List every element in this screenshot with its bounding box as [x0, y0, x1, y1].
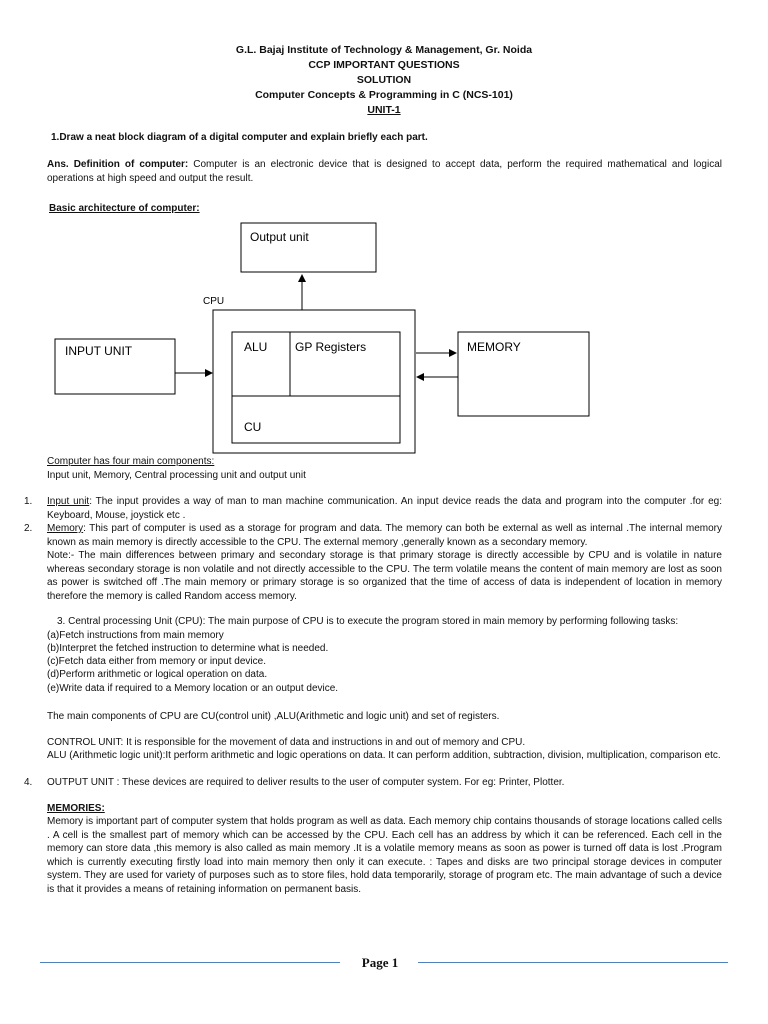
- cpu-task-c: (c)Fetch data either from memory or input device.: [47, 656, 266, 667]
- cpu-task-e: (e)Write data if required to a Memory location or an output device.: [47, 683, 339, 694]
- memory-term: Memory: [47, 523, 84, 534]
- answer-definition: [47, 158, 722, 185]
- gp-registers-label: GP Registers: [295, 340, 367, 354]
- cu-label: CU: [244, 420, 262, 434]
- item-1-number: 1.: [24, 496, 33, 507]
- cpu-task-a: (a)Fetch instructions from main memory: [47, 630, 224, 641]
- course-title: Computer Concepts & Programming in C (NCS-101): [255, 89, 513, 101]
- input-unit-label: INPUT UNIT: [65, 344, 133, 358]
- memories-text: Memory is important part of computer system that holds program as well as data. Each memory chip contains thousands of storage locations called cells . A cell is the smallest part of memory which can be accessed by the CPU. Each cell has an address by which it can be referenced. Each cell in the memory can store data ,this memory is also called as main memory .It is a volatile memory means as soon as power is turned off data is lost .Program which is currently executing firstly load into main memory then only it can execute. : Tapes and disks are two principal storage devices in computer system. They are used for variety of purposes such as to store files, hold data temporarily, storage of program etc. The main advantage of such a device is that it provides a means of retaining information on permanent basis.: [47, 816, 722, 895]
- footer-rule-right: [418, 962, 728, 963]
- page-number: Page 1: [361, 955, 399, 970]
- components-heading: Computer has four main components:: [47, 456, 215, 467]
- item-2-number: 2.: [24, 523, 33, 534]
- computer-block-diagram: [0, 218, 768, 458]
- header-solution: SOLUTION: [356, 74, 412, 86]
- cpu-label: CPU: [203, 296, 225, 307]
- input-unit-text: : The input provides a way of man to man machine communication. An input device reads the data and program into the computer .for eg: Keyboard, Mouse, joystick etc .: [47, 496, 722, 521]
- item-memory: [47, 522, 722, 549]
- unit-title: [0, 104, 768, 116]
- answer-text: Computer is an electronic device that is designed to accept data, perform the required mathematical and logical operations at high speed and output the result.: [47, 159, 722, 184]
- institute-name: G.L. Bajaj Institute of Technology & Management, Gr. Noida: [235, 44, 533, 56]
- unit-label: UNIT-1: [367, 104, 401, 116]
- cpu-task-d: (d)Perform arithmetic or logical operation on data.: [47, 669, 268, 680]
- output-unit-desc: OUTPUT UNIT : These devices are required to deliver results to the user of computer system. For eg: Printer, Plotter.: [47, 777, 565, 788]
- memory-label: MEMORY: [467, 340, 521, 354]
- architecture-heading: Basic architecture of computer:: [49, 203, 200, 214]
- alu-desc: ALU (Arithmetic logic unit):It perform arithmetic and logic operations on data. It can perform addition, subtraction, division, multiplication, comparison etc.: [47, 750, 721, 761]
- item-4-number: 4.: [24, 777, 33, 788]
- control-unit-desc: CONTROL UNIT: It is responsible for the movement of data and instructions in and out of memory and CPU.: [47, 737, 526, 748]
- memories-heading: MEMORIES:: [47, 803, 105, 814]
- memory-note: Note:- The main differences between primary and secondary storage is that primary storage is directly accessible by CPU and is volatile in nature whereas secondary storage is non volatile and not directly accessible to the CPU. The term volatile means the content of main memory are lost as soon as power is switched off .The main memory or primary storage is so organized that the time of access of data is independent of location in memory therefore the memory is called Random access memory.: [47, 550, 722, 602]
- alu-label: ALU: [244, 340, 268, 354]
- cpu-intro: 3. Central processing Unit (CPU): The main purpose of CPU is to execute the program stored in main memory by performing following tasks:: [57, 616, 679, 627]
- question-1: 1.Draw a neat block diagram of a digital computer and explain briefly each part.: [51, 132, 428, 143]
- components-list: Input unit, Memory, Central processing unit and output unit: [47, 470, 306, 481]
- footer-rule-left: [40, 962, 340, 963]
- header-subtitle: CCP IMPORTANT QUESTIONS: [308, 59, 460, 71]
- cpu-task-b: (b)Interpret the fetched instruction to determine what is needed.: [47, 643, 329, 654]
- memory-text: : This part of computer is used as a storage for program and data. The memory can both be external as well as internal .The internal memory known as main memory is directly accessible to the CPU. The external memory ,generally known as a secondary memory.: [47, 523, 722, 548]
- input-unit-term: Input unit: [47, 496, 90, 507]
- cpu-components: The main components of CPU are CU(control unit) ,ALU(Arithmetic and logic unit) and set of registers.: [47, 711, 500, 722]
- output-unit-label: Output unit: [250, 230, 309, 244]
- item-input-unit: [47, 495, 722, 522]
- answer-label: Ans. Definition of computer:: [47, 159, 189, 170]
